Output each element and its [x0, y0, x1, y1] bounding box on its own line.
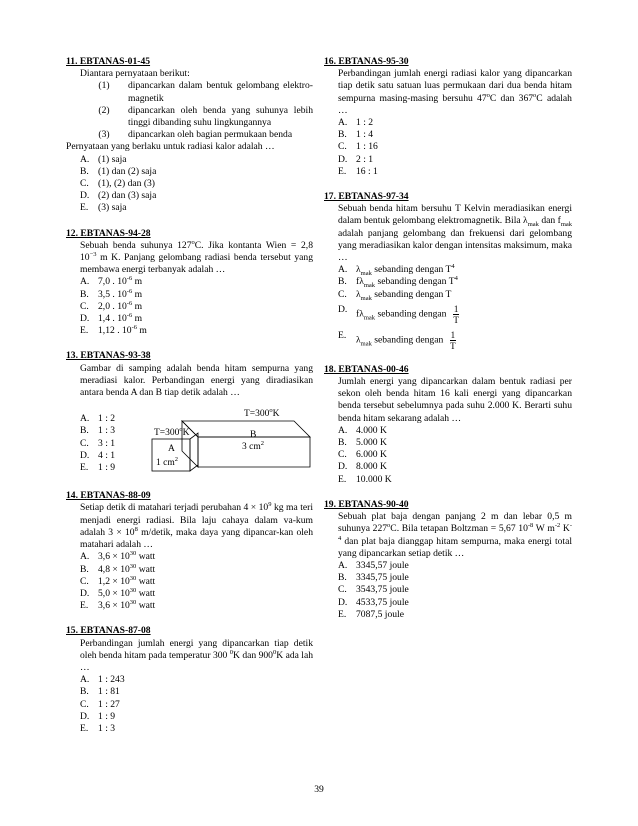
- statement-item: (1) dipancarkan dalam bentuk gelombang elektro-magnetik: [98, 80, 313, 104]
- answer-option-c[interactable]: C. 2,0 . $10^{-6}$ m: [80, 299, 143, 312]
- answer-option-a[interactable]: A. 1 : 2: [80, 413, 116, 425]
- answer-option-c[interactable]: C. (1), (2) dan (3): [80, 178, 156, 190]
- question-13: [66, 350, 313, 477]
- question-figure-area: [66, 399, 313, 477]
- question-title: 19. EBTANAS-90-40: [324, 498, 409, 510]
- statement-item: (3) dipancarkan oleh bagian permukaan benda: [98, 129, 293, 141]
- answer-option-a[interactable]: A. $3,6 \times 10^{30}$ watt: [80, 550, 156, 563]
- answer-option-e[interactable]: E. 10.000 K: [338, 473, 392, 485]
- answer-option-b[interactable]: B. 3345,75 joule: [338, 572, 409, 584]
- question-stem: Setiap detik di matahari terjadi perubahan $4 \times 10^9$ kg ma teri menjadi energi radiasi. Bila laju cahaya dalam va-kum adalah $3 \times 10^8$ m/detik, maka daya yang dipancar-kan oleh matahari adalah …: [80, 501, 313, 551]
- question-18: [324, 364, 572, 486]
- answer-option-a[interactable]: A. 4.000 K: [338, 424, 387, 436]
- question-11: [66, 56, 313, 215]
- answer-option-b[interactable]: B. 1 : 3: [80, 425, 116, 437]
- answer-option-e[interactable]: E. $\lambda_{mak}$ sebanding dengan $\frac{1}{T}$: [338, 329, 456, 351]
- question-16: [324, 56, 572, 178]
- question-stem: Sebuah benda suhunya 127$^o$C. Jika kontanta Wien = 2,8 $10^{-3}$ m K. Panjang gelombang radiasi benda tersebut yang membawa energi terbanyak adalah …: [80, 238, 313, 276]
- question-stem: Pernyataan yang berlaku untuk radiasi kalor adalah …: [66, 141, 275, 153]
- question-title: 12. EBTANAS-94-28: [66, 227, 151, 239]
- question-title: 13. EBTANAS-93-38: [66, 350, 151, 362]
- question-stem: Sebuah plat baja dengan panjang 2 m dan lebar 0,5 m suhunya 227$^o$C. Bila tetapan Boltzman = 5,67 $10^{-8}$ W $m^{-2}$ $K^{-4}$ dan plat baja dianggap hitam sempurna, maka energi total yang dipancarkan setiap detik …: [338, 511, 573, 559]
- question-14: [66, 490, 313, 612]
- fraction: $\frac{1}{T}$: [453, 303, 459, 325]
- answer-option-d[interactable]: D. 1 : 9: [80, 710, 116, 722]
- question-stem: Perbandingan jumlah energi yang dipancarkan tiap detik oleh benda hitam pada temperatur 300 $^0$K dan $900^0K$ ada lah …: [80, 637, 314, 673]
- answer-option-d[interactable]: D. 4533,75 joule: [338, 596, 409, 608]
- temp-b-label: $T=300^oK$: [244, 407, 280, 420]
- question-title: 16. EBTANAS-95-30: [324, 56, 409, 67]
- fraction: $\frac{1}{T}$: [450, 329, 456, 351]
- question-stem: Perbandingan jumlah energi radiasi kalor yang dipancarkan tiap detik satu satuan luas permukaan dari dua benda hitam sempurna masing-masing bersuhu 47$^o$C dan 367$^o$C adalah …: [338, 68, 572, 116]
- answer-option-c[interactable]: C. 3 : 1: [80, 437, 116, 449]
- question-title: 18. EBTANAS-00-46: [324, 363, 409, 375]
- question-stem: Sebuah benda hitam bersuhu T Kelvin meradiasikan energi dalam bentuk gelombang elektromagnetik. Bila $\lambda_{mak}$ dan $f_{mak}$ adalah panjang gelombang dan frekuensi dari gelombang yang meradiasikan kalor dengan intensitas maksimum, maka …: [338, 203, 573, 264]
- answer-option-d[interactable]: D. $f\lambda_{mak}$ sebanding dengan $\frac{1}{T}$: [338, 303, 459, 325]
- answer-option-a[interactable]: A. $\lambda_{mak}$ sebanding dengan $T^4$: [338, 263, 455, 278]
- question-intro: Diantara pernyataan berikut:: [80, 68, 190, 80]
- answer-option-b[interactable]: B. 1 : 4: [338, 129, 374, 141]
- black-body-diagram: [142, 399, 314, 477]
- answer-option-a[interactable]: A. 1 : 243: [80, 674, 125, 686]
- left-column: [66, 56, 313, 748]
- answer-option-e[interactable]: E. $3,6 \times 10^{30}$ watt: [80, 598, 156, 612]
- answer-option-c[interactable]: C. 6.000 K: [338, 449, 387, 461]
- right-column: [324, 56, 572, 634]
- answer-option-c[interactable]: C. 1 : 27: [80, 698, 120, 710]
- answer-option-b[interactable]: B. $4,8 \times 10^{30}$ watt: [80, 562, 156, 575]
- answer-option-e[interactable]: E. 16 : 1: [338, 165, 378, 177]
- answer-option-a[interactable]: A. (1) saja: [80, 153, 127, 165]
- answer-option-e[interactable]: E. 7087,5 joule: [338, 608, 404, 620]
- area-b-label: 3 $cm^2$: [242, 440, 264, 453]
- answer-option-d[interactable]: D. 4 : 1: [80, 449, 116, 461]
- temp-a-label: $T=300^oK$: [154, 426, 190, 439]
- question-title: 15. EBTANAS-87-08: [66, 625, 151, 637]
- question-title: 11. EBTANAS-01-45: [66, 56, 151, 67]
- answer-option-c[interactable]: C. 1 : 16: [338, 141, 378, 153]
- question-17: [324, 191, 572, 351]
- answer-option-b[interactable]: B. $f\lambda_{mak}$ sebanding dengan $T^4$: [338, 275, 458, 290]
- answer-option-c[interactable]: C. 3543,75 joule: [338, 584, 409, 596]
- answer-option-d[interactable]: D. (2) dan (3) saja: [80, 190, 157, 202]
- question-15: [66, 625, 313, 735]
- question-stem: Gambar di samping adalah benda hitam sempurna yang meradiasi kalor. Perbandingan energi yang diradiasikan antara benda A dan B tiap detik adalah …: [80, 362, 313, 399]
- label-a: A: [168, 444, 175, 455]
- body-b-top: [182, 421, 310, 437]
- question-stem: Jumlah energi yang dipancarkan dalam bentuk radiasi per sekon oleh benda hitam 16 kali energi yang dipancarkan benda tersebut sebelumnya pada suhu 2.000 K. Berarti suhu benda hitam sekarang adalah …: [338, 376, 572, 424]
- answer-option-c[interactable]: C. $1,2 \times 10^{30}$ watt: [80, 574, 156, 587]
- answer-option-d[interactable]: D. 1,4 . $10^{-6}$ m: [80, 311, 143, 325]
- answer-option-e[interactable]: E. (3) saja: [80, 202, 127, 214]
- answer-option-a[interactable]: A. 3345,57 joule: [338, 559, 409, 571]
- answer-option-d[interactable]: D. 2 : 1: [338, 153, 374, 165]
- answer-option-c[interactable]: C. $\lambda_{mak}$ sebanding dengan T: [338, 288, 452, 302]
- answer-option-e[interactable]: E. 1 : 3: [80, 722, 116, 734]
- answer-option-e[interactable]: E. 1,12 . $10^{-6}$ m: [80, 324, 147, 337]
- area-a-label: 1 $cm^2$: [156, 456, 178, 469]
- answer-option-e[interactable]: E. 1 : 9: [80, 462, 116, 474]
- page-number: 39: [314, 784, 324, 795]
- question-19: [324, 499, 572, 621]
- answer-option-d[interactable]: D. $5,0 \times 10^{30}$ watt: [80, 586, 156, 599]
- question-title: 14. EBTANAS-88-09: [66, 490, 151, 502]
- answer-option-b[interactable]: B. 3,5 . $10^{-6}$ m: [80, 287, 143, 300]
- answer-option-a[interactable]: A. 1 : 2: [338, 117, 374, 129]
- question-12: [66, 228, 313, 338]
- label-b: B: [250, 430, 257, 441]
- answer-option-d[interactable]: D. 8.000 K: [338, 461, 387, 473]
- answer-option-b[interactable]: B. 5.000 K: [338, 437, 387, 449]
- answer-option-b[interactable]: B. (1) dan (2) saja: [80, 165, 157, 177]
- answer-option-a[interactable]: A. 7,0 . $10^{-6}$ m: [80, 275, 143, 288]
- statement-item: (2) dipancarkan oleh benda yang suhunya lebih tinggi dibanding suhu lingkungannya: [98, 104, 313, 129]
- answer-option-b[interactable]: B. 1 : 81: [80, 686, 120, 698]
- question-title: 17. EBTANAS-97-34: [324, 191, 409, 203]
